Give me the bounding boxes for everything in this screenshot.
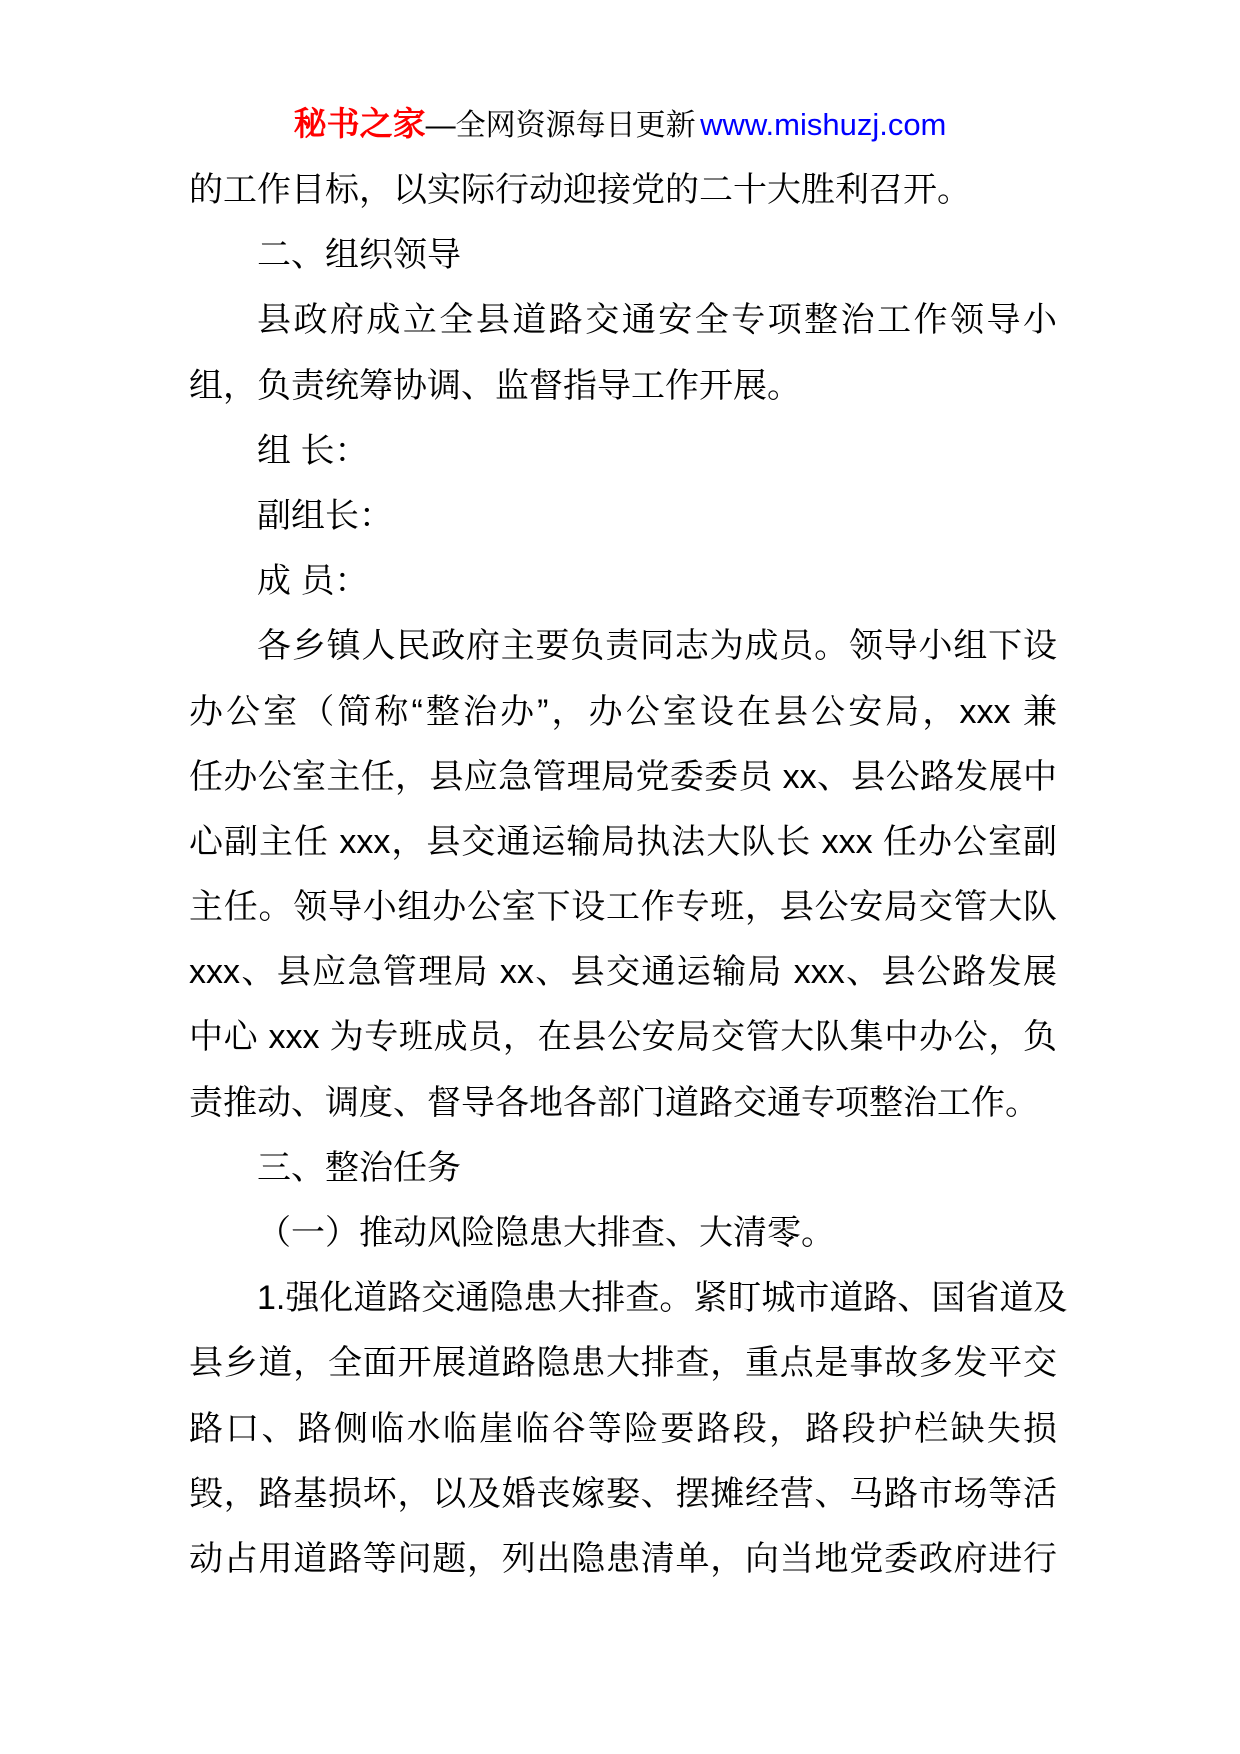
paragraph-line: xxx、县应急管理局 xx、县交通运输局 xxx、县公路发展 xyxy=(189,953,1057,992)
paragraph-line: 县政府成立全县道路交通安全专项整治工作领导小 xyxy=(257,301,1057,340)
role-label-leader: 组 长： xyxy=(257,431,369,470)
subsection-1 xyxy=(189,1201,1057,1266)
paragraph-line: 任办公室主任，县应急管理局党委委员 xx、县公路发展中 xyxy=(189,757,1057,796)
section-heading-tasks: 三、整治任务 xyxy=(257,1148,461,1187)
role-leader xyxy=(189,419,1057,484)
paragraph-line: 的工作目标，以实际行动迎接党的二十大胜利召开。 xyxy=(189,171,971,209)
continued-paragraph xyxy=(189,158,1057,223)
paragraph-line: 县乡道，全面开展道路隐患大排查，重点是事故多发平交 xyxy=(189,1344,1057,1383)
paragraph-item-1 xyxy=(189,1266,1068,1592)
paragraph-line: 中心 xxx 为专班成员，在县公安局交管大队集中办公，负 xyxy=(189,1018,1057,1057)
site-url-link[interactable]: www.mishuzj.com xyxy=(700,107,947,142)
paragraph-line: 动占用道路等问题，列出隐患清单，向当地党委政府进行 xyxy=(189,1539,1057,1578)
role-label-members: 成 员： xyxy=(257,562,369,601)
section-organization xyxy=(189,223,1057,288)
paragraph-line: 各乡镇人民政府主要负责同志为成员。领导小组下设 xyxy=(257,627,1057,666)
section-tasks xyxy=(189,1136,1057,1201)
brand-name: 秘书之家 xyxy=(293,105,426,142)
role-label-deputy: 副组长： xyxy=(257,496,393,535)
paragraph-line: 主任。领导小组办公室下设工作专班，县公安局交管大队 xyxy=(189,888,1057,927)
role-members xyxy=(189,549,1057,614)
role-deputy xyxy=(189,484,1057,549)
paragraph-line: 责推动、调度、督导各地各部门道路交通专项整治工作。 xyxy=(189,1083,1039,1122)
paragraph-line: 心副主任 xxx，县交通运输局执法大队长 xxx 任办公室副 xyxy=(189,822,1057,861)
section-heading-organization: 二、组织领导 xyxy=(257,236,461,275)
subsection-heading: （一）推动风险隐患大排查、大清零。 xyxy=(257,1214,835,1252)
paragraph-line: 毁，路基损坏，以及婚丧嫁娶、摆摊经营、马路市场等活 xyxy=(189,1474,1057,1513)
site-header-banner xyxy=(0,104,1240,144)
paragraph-line: 路口、路侧临水临崖临谷等险要路段，路段护栏缺失损 xyxy=(189,1409,1057,1448)
paragraph-line: 组，负责统筹协调、监督指导工作开展。 xyxy=(189,366,801,405)
paragraph-members xyxy=(189,614,1057,1136)
paragraph-line: 1.强化道路交通隐患大排查。紧盯城市道路、国省道及 xyxy=(257,1279,1068,1318)
header-tagline: —全网资源每日更新 xyxy=(425,109,696,142)
paragraph-line: 办公室（简称“整治办”，办公室设在县公安局，xxx 兼 xyxy=(189,692,1057,731)
document-body xyxy=(189,158,1068,1592)
paragraph-leading-group xyxy=(189,288,1057,418)
